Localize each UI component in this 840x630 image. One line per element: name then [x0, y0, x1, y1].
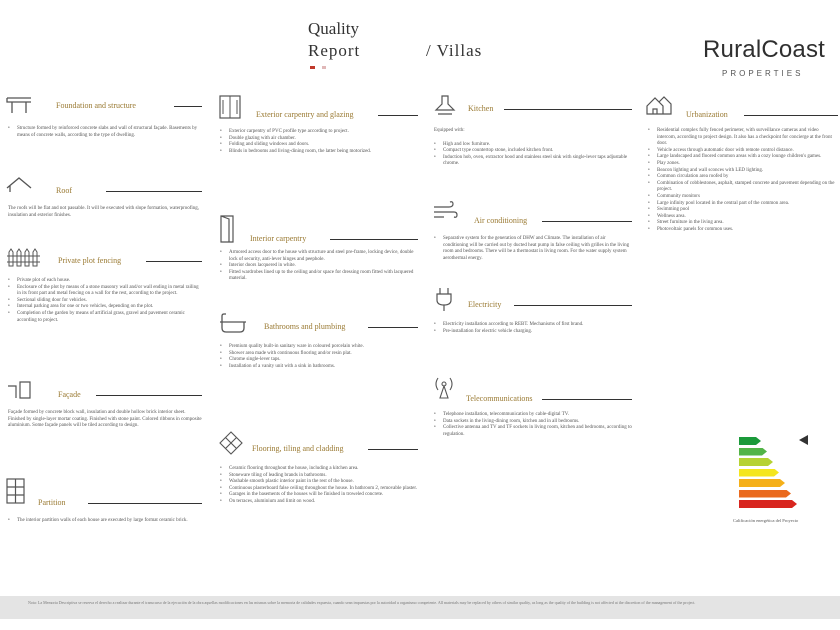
facade-icon [6, 378, 32, 400]
title-line-2: Report [308, 41, 361, 60]
section-urbanization [646, 94, 838, 234]
list-item: • Stoneware tiling of leading brands in bathrooms. [218, 473, 418, 480]
section-flooring [218, 430, 418, 506]
section-title: Kitchen [468, 104, 494, 113]
list-item: • Play zones. [646, 161, 838, 168]
energy-bar-f [739, 490, 791, 498]
list-item: • Pre-installation for electric vehicle charging. [432, 329, 632, 336]
section-text: The roofs will be flat and not passable. It will be executed with slope formation, waterproofing, insulation and exterior finishes. [8, 206, 200, 218]
list-item: • Folding and sliding windows and doors. [218, 142, 418, 149]
brand-logo-text: RuralCoast [703, 36, 826, 63]
section-facade [6, 378, 202, 430]
energy-bar-g [739, 500, 797, 508]
section-title: Partition [38, 498, 66, 507]
list-item: • Blinds in bedrooms and living-dining room, the latter being motorized. [218, 149, 418, 156]
list-item: • Premium quality built-in sanitary ware in coloured porcelain white. [218, 344, 418, 351]
section-bathrooms [218, 312, 418, 370]
list-item: • Armored access door to the house with structure and steel pre-frame, locking device, double lock of security, anti-lever hinges and peephole. [218, 250, 418, 263]
list-item: • Electricity installation according to REBT. Mechanisms of first brand. [432, 322, 632, 329]
section-interior-carpentry [218, 214, 418, 283]
list-item: • Structure formed by reinforced concrete slabs and wall of structural façade. Basements by means of concrete walls, according to the type of dwelling. [6, 126, 202, 139]
list-item: • Washable smooth plastic interior paint in the rest of the house. [218, 479, 418, 486]
houses-icon [646, 94, 672, 116]
list-item: • Community monitors [646, 194, 838, 201]
list-item: • Common circulation area roofed by [646, 174, 838, 181]
list-item: • Residential complex fully fenced perimeter, with surveillance cameras and video intercom, according to project design. It also has a checkpoint for concierge at the front door. [646, 128, 838, 148]
section-divider [96, 395, 202, 396]
section-title: Telecommunications [466, 394, 533, 403]
section-telecom [432, 374, 632, 438]
brand-subtitle: PROPERTIES [722, 69, 804, 78]
list-item: • Interior doors lacquered in white. [218, 263, 418, 270]
section-intro: Equipped with: [434, 128, 465, 133]
partition-icon [6, 478, 32, 504]
energy-rating-caption: Calificación energética del Proyecto [733, 518, 799, 523]
section-divider [542, 399, 632, 400]
energy-rating-pointer-icon [799, 435, 808, 445]
roof-icon [6, 174, 32, 196]
list-item: • Wellness area. [646, 214, 838, 221]
section-divider [744, 115, 838, 116]
list-item: • Vehicle access through automatic door with remote control distance. [646, 148, 838, 155]
list-item: • On terraces, aluminium and limit on wood. [218, 499, 418, 506]
list-item: • High and low furniture. [432, 142, 632, 149]
section-partition [6, 478, 202, 525]
list-item: • Garages in the basements of the houses will be finished in troweled concrete. [218, 492, 418, 499]
section-divider [330, 239, 418, 240]
section-divider [368, 327, 418, 328]
bathtub-icon [218, 312, 248, 334]
list-item: • Continuous plasterboard false ceiling throughout the house. In bathroom 2, removable plaster. [218, 486, 418, 493]
energy-rating-scale [739, 437, 797, 511]
section-title: Roof [56, 186, 72, 195]
section-divider [542, 221, 632, 222]
section-plot-fencing [6, 246, 202, 324]
section-title: Exterior carpentry and glazing [256, 110, 354, 119]
air-conditioning-icon [432, 200, 458, 222]
accent-mark-secondary [322, 66, 326, 69]
list-item: • Telephone installation, telecommunication by cable-digital TV. [432, 412, 632, 419]
list-item: • Data sockets in the living-dining room, kitchen and in all bedrooms. [432, 419, 632, 426]
list-item: • Large landscaped and floored common areas with a cozy lounge children's games. [646, 154, 838, 161]
section-divider [504, 109, 632, 110]
list-item: • Internal parking area for one or two vehicles, depending on the plot. [6, 304, 202, 311]
plug-icon [432, 286, 458, 312]
section-title: Façade [58, 390, 81, 399]
section-divider [106, 191, 202, 192]
title-suffix: / Villas [426, 41, 483, 60]
list-item: • Private plot of each house. [6, 278, 202, 285]
list-item: • Shower area made with continuous flooring and/or resin plat. [218, 351, 418, 358]
section-divider [174, 106, 202, 107]
list-item: • Induction hob, oven, extractor hood and stainless steel sink with single-lever taps adjustable chrome. [432, 155, 632, 168]
section-title: Private plot fencing [58, 256, 122, 265]
section-title: Flooring, tiling and cladding [252, 444, 344, 453]
list-item: • Chrome single-lever taps. [218, 357, 418, 364]
fence-icon [6, 246, 42, 268]
section-kitchen [432, 94, 632, 168]
list-item: • Large infinity pool located in the central part of the common area. [646, 201, 838, 208]
list-item: • The interior partition walls of each house are executed by large format ceramic brick. [6, 518, 202, 525]
title-line-1: Quality [308, 19, 359, 38]
door-icon [218, 214, 244, 244]
tiles-icon [218, 430, 244, 456]
list-item: • Completion of the garden by means of artificial grass, gravel and pavement ceramic according to project. [6, 311, 202, 324]
list-item: • Sectional sliding door for vehicles. [6, 298, 202, 305]
list-item: • Collective antenna and TV and TF sockets in living room, kitchen and bedrooms, according to regulation. [432, 425, 632, 438]
energy-bar-e [739, 479, 785, 487]
extractor-hood-icon [432, 94, 458, 120]
list-item: • Enclosure of the plot by means of a stone masonry wall and/or wall ending in metal railing in its front part and metal fencing on a wall for the rest, according to the project. [6, 285, 202, 298]
accent-mark [310, 66, 315, 69]
list-item: • Exterior carpentry of PVC profile type according to project. [218, 129, 418, 136]
list-item: • Photovoltaic panels for common uses. [646, 227, 838, 234]
list-item: • Combination of cobblestones, asphalt, stamped concrete and pavement depending on the project. [646, 181, 838, 194]
section-title: Bathrooms and plumbing [264, 322, 346, 331]
list-item: • Ceramic flooring throughout the house, including a kitchen area. [218, 466, 418, 473]
energy-bar-d [739, 469, 779, 477]
section-air-conditioning [432, 200, 632, 262]
section-divider [146, 261, 202, 262]
energy-bar-a [739, 437, 761, 445]
section-divider [88, 503, 202, 504]
window-icon [218, 94, 244, 120]
section-exterior-carpentry [218, 94, 418, 155]
list-item: • Street furniture in the living area. [646, 220, 838, 227]
section-title: Urbanization [686, 110, 728, 119]
antenna-icon [432, 374, 458, 400]
list-item: • Installation of a vanity unit with a sink in bathrooms. [218, 364, 418, 371]
section-title: Electricity [468, 300, 502, 309]
section-divider [514, 305, 632, 306]
list-item: • Swimming pool [646, 207, 838, 214]
list-item: • Beacon lighting and wall sconces with LED lighting. [646, 168, 838, 175]
section-roof [6, 174, 202, 219]
list-item: • Compact type countertop stone, included kitchen front. [432, 148, 632, 155]
document-title [308, 18, 483, 62]
list-item: • Fitted wardrobes lined up to the ceiling and/or space for dressing room fitted with lacquered material. [218, 270, 418, 283]
list-item: • Double glazing with air chamber. [218, 136, 418, 143]
structure-icon [6, 92, 32, 114]
section-title: Foundation and structure [56, 101, 136, 110]
section-foundation [6, 92, 202, 139]
section-divider [368, 449, 418, 450]
section-title: Air conditioning [474, 216, 528, 225]
section-electricity [432, 286, 632, 335]
energy-bar-c [739, 458, 773, 466]
section-text: Façade formed by concrete block wall, insulation and double hollow brick interior sheet. Finished by single-layer mortar coating. Finished with stone paint. Colored ribbons in composite aluminium. Some façade panels will be tiled according to design. [8, 410, 202, 429]
section-title: Interior carpentry [250, 234, 307, 243]
footer-disclaimer: Nota: La Memoria Descriptiva se reserva el derecho a realizar durante el transcurso de la ejecución de la obra aquellas modificaciones en las mismas sobre la memoria de calidades expuesta, cuando sean impuestas por la autoridad u organismo competente. All materials may be replaced by others of similar quality, as long as the quality of the building is not affected at the discretion of the management of the project. [0, 596, 840, 619]
section-divider [378, 115, 418, 116]
energy-bar-b [739, 448, 767, 456]
list-item: • Separative system for the generation of DHW and Climate. The installation of air conditioning will be carried out by ducted heat pump in false ceiling with grilles in the living room and bedrooms. There will be a thermostat in living room. For the water supply system aerothermal energy. [432, 236, 632, 262]
